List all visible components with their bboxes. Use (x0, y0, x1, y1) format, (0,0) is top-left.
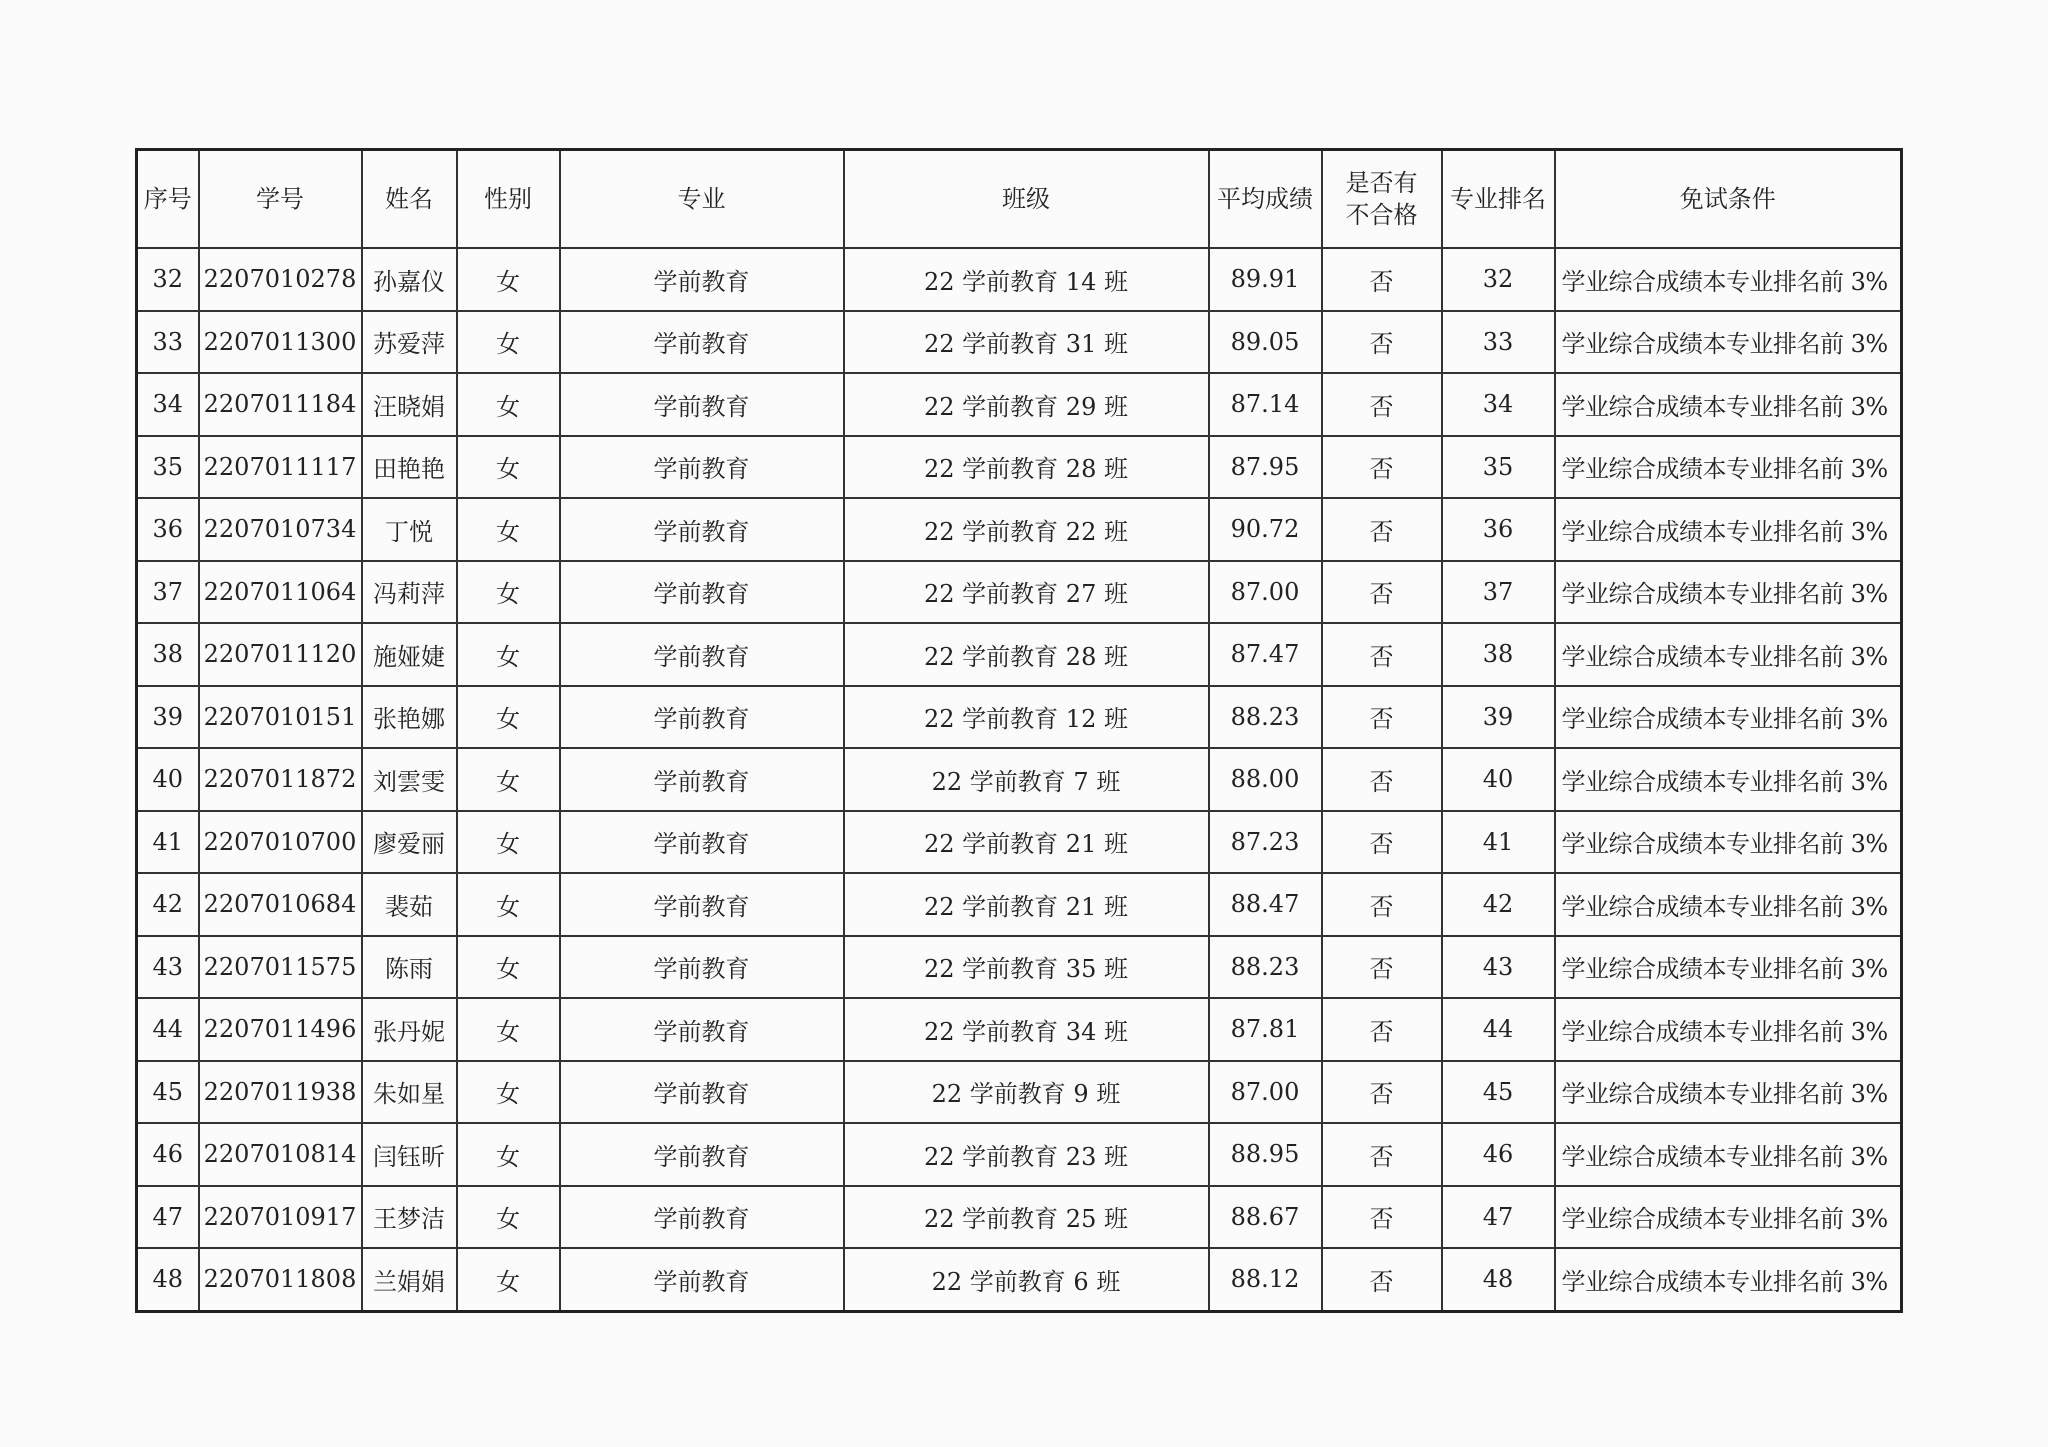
cell-average-score: 88.23 (1209, 936, 1322, 999)
cell-major-rank: 34 (1442, 373, 1555, 436)
cell-major-rank: 32 (1442, 248, 1555, 311)
cell-major-rank: 46 (1442, 1123, 1555, 1186)
cell-name: 冯莉萍 (362, 561, 457, 624)
cell-exemption-condition: 学业综合成绩本专业排名前 3% (1555, 1248, 1902, 1311)
header-major: 专业 (560, 150, 844, 249)
cell-major: 学前教育 (560, 1248, 844, 1311)
cell-class: 22 学前教育 6 班 (844, 1248, 1209, 1311)
cell-student-id: 2207011496 (199, 998, 362, 1061)
table-row (137, 248, 1902, 311)
cell-average-score: 88.12 (1209, 1248, 1322, 1311)
cell-name: 裴茹 (362, 873, 457, 936)
cell-gender: 女 (457, 373, 560, 436)
cell-gender: 女 (457, 436, 560, 499)
cell-average-score: 87.95 (1209, 436, 1322, 499)
header-index: 序号 (137, 150, 199, 249)
header-student-id: 学号 (199, 150, 362, 249)
cell-student-id: 2207010917 (199, 1186, 362, 1249)
cell-index: 41 (137, 811, 199, 874)
cell-major: 学前教育 (560, 998, 844, 1061)
cell-major: 学前教育 (560, 373, 844, 436)
table-row (137, 1061, 1902, 1124)
cell-has-failed: 否 (1322, 498, 1442, 561)
cell-major: 学前教育 (560, 1061, 844, 1124)
cell-student-id: 2207011575 (199, 936, 362, 999)
cell-student-id: 2207011938 (199, 1061, 362, 1124)
cell-exemption-condition: 学业综合成绩本专业排名前 3% (1555, 436, 1902, 499)
cell-gender: 女 (457, 686, 560, 749)
cell-average-score: 88.47 (1209, 873, 1322, 936)
cell-class: 22 学前教育 31 班 (844, 311, 1209, 374)
cell-student-id: 2207011120 (199, 623, 362, 686)
header-has-failed (1322, 150, 1442, 249)
cell-index: 43 (137, 936, 199, 999)
cell-exemption-condition: 学业综合成绩本专业排名前 3% (1555, 311, 1902, 374)
cell-student-id: 2207010278 (199, 248, 362, 311)
cell-gender: 女 (457, 1061, 560, 1124)
cell-average-score: 88.00 (1209, 748, 1322, 811)
cell-gender: 女 (457, 873, 560, 936)
table-header-row (137, 150, 1902, 249)
cell-has-failed: 否 (1322, 373, 1442, 436)
cell-major: 学前教育 (560, 686, 844, 749)
cell-exemption-condition: 学业综合成绩本专业排名前 3% (1555, 936, 1902, 999)
cell-major-rank: 45 (1442, 1061, 1555, 1124)
cell-has-failed: 否 (1322, 936, 1442, 999)
cell-class: 22 学前教育 23 班 (844, 1123, 1209, 1186)
header-major-rank: 专业排名 (1442, 150, 1555, 249)
cell-student-id: 2207011872 (199, 748, 362, 811)
cell-exemption-condition: 学业综合成绩本专业排名前 3% (1555, 248, 1902, 311)
cell-name: 刘雲雯 (362, 748, 457, 811)
cell-name: 孙嘉仪 (362, 248, 457, 311)
cell-gender: 女 (457, 1248, 560, 1311)
cell-gender: 女 (457, 311, 560, 374)
cell-has-failed: 否 (1322, 1248, 1442, 1311)
cell-gender: 女 (457, 1186, 560, 1249)
cell-average-score: 87.23 (1209, 811, 1322, 874)
table-row (137, 1186, 1902, 1249)
cell-average-score: 89.05 (1209, 311, 1322, 374)
cell-has-failed: 否 (1322, 1061, 1442, 1124)
cell-name: 汪晓娟 (362, 373, 457, 436)
cell-major-rank: 41 (1442, 811, 1555, 874)
cell-index: 39 (137, 686, 199, 749)
cell-name: 施娅婕 (362, 623, 457, 686)
cell-has-failed: 否 (1322, 623, 1442, 686)
cell-name: 丁悦 (362, 498, 457, 561)
cell-exemption-condition: 学业综合成绩本专业排名前 3% (1555, 873, 1902, 936)
cell-major: 学前教育 (560, 1123, 844, 1186)
cell-major-rank: 38 (1442, 623, 1555, 686)
table-row (137, 498, 1902, 561)
cell-has-failed: 否 (1322, 748, 1442, 811)
cell-student-id: 2207010700 (199, 811, 362, 874)
cell-name: 苏爱萍 (362, 311, 457, 374)
cell-major-rank: 35 (1442, 436, 1555, 499)
cell-index: 48 (137, 1248, 199, 1311)
cell-exemption-condition: 学业综合成绩本专业排名前 3% (1555, 748, 1902, 811)
cell-has-failed: 否 (1322, 436, 1442, 499)
cell-class: 22 学前教育 34 班 (844, 998, 1209, 1061)
cell-has-failed: 否 (1322, 873, 1442, 936)
cell-major-rank: 39 (1442, 686, 1555, 749)
cell-exemption-condition: 学业综合成绩本专业排名前 3% (1555, 1123, 1902, 1186)
cell-gender: 女 (457, 561, 560, 624)
cell-gender: 女 (457, 1123, 560, 1186)
header-has-failed-label: 是否有不合格 (1345, 169, 1418, 229)
table-row (137, 311, 1902, 374)
cell-class: 22 学前教育 28 班 (844, 436, 1209, 499)
cell-average-score: 87.00 (1209, 561, 1322, 624)
cell-student-id: 2207011184 (199, 373, 362, 436)
cell-average-score: 87.00 (1209, 1061, 1322, 1124)
cell-student-id: 2207010684 (199, 873, 362, 936)
cell-class: 22 学前教育 28 班 (844, 623, 1209, 686)
cell-gender: 女 (457, 248, 560, 311)
cell-class: 22 学前教育 14 班 (844, 248, 1209, 311)
cell-class: 22 学前教育 12 班 (844, 686, 1209, 749)
table-row (137, 436, 1902, 499)
cell-exemption-condition: 学业综合成绩本专业排名前 3% (1555, 1061, 1902, 1124)
cell-index: 45 (137, 1061, 199, 1124)
header-name: 姓名 (362, 150, 457, 249)
table-body (137, 248, 1902, 1311)
cell-major-rank: 47 (1442, 1186, 1555, 1249)
cell-name: 田艳艳 (362, 436, 457, 499)
cell-gender: 女 (457, 498, 560, 561)
header-class: 班级 (844, 150, 1209, 249)
cell-has-failed: 否 (1322, 248, 1442, 311)
cell-name: 兰娟娟 (362, 1248, 457, 1311)
cell-class: 22 学前教育 21 班 (844, 873, 1209, 936)
cell-major-rank: 36 (1442, 498, 1555, 561)
cell-index: 35 (137, 436, 199, 499)
cell-index: 46 (137, 1123, 199, 1186)
table-row (137, 998, 1902, 1061)
cell-exemption-condition: 学业综合成绩本专业排名前 3% (1555, 561, 1902, 624)
cell-name: 朱如星 (362, 1061, 457, 1124)
cell-average-score: 88.95 (1209, 1123, 1322, 1186)
cell-major: 学前教育 (560, 311, 844, 374)
cell-student-id: 2207010814 (199, 1123, 362, 1186)
cell-index: 32 (137, 248, 199, 311)
cell-exemption-condition: 学业综合成绩本专业排名前 3% (1555, 373, 1902, 436)
cell-name: 陈雨 (362, 936, 457, 999)
cell-average-score: 88.67 (1209, 1186, 1322, 1249)
cell-has-failed: 否 (1322, 686, 1442, 749)
cell-name: 闫钰昕 (362, 1123, 457, 1186)
exemption-list-table (135, 148, 1903, 1313)
cell-exemption-condition: 学业综合成绩本专业排名前 3% (1555, 686, 1902, 749)
cell-major-rank: 37 (1442, 561, 1555, 624)
cell-exemption-condition: 学业综合成绩本专业排名前 3% (1555, 498, 1902, 561)
cell-major: 学前教育 (560, 498, 844, 561)
cell-name: 张艳娜 (362, 686, 457, 749)
cell-student-id: 2207011808 (199, 1248, 362, 1311)
cell-major: 学前教育 (560, 811, 844, 874)
cell-major: 学前教育 (560, 936, 844, 999)
cell-average-score: 89.91 (1209, 248, 1322, 311)
header-exemption-condition: 免试条件 (1555, 150, 1902, 249)
cell-major: 学前教育 (560, 561, 844, 624)
table-row (137, 561, 1902, 624)
cell-index: 44 (137, 998, 199, 1061)
cell-index: 36 (137, 498, 199, 561)
cell-average-score: 90.72 (1209, 498, 1322, 561)
cell-major: 学前教育 (560, 436, 844, 499)
cell-index: 40 (137, 748, 199, 811)
cell-average-score: 87.81 (1209, 998, 1322, 1061)
cell-index: 37 (137, 561, 199, 624)
header-average-score: 平均成绩 (1209, 150, 1322, 249)
cell-student-id: 2207011064 (199, 561, 362, 624)
cell-has-failed: 否 (1322, 1123, 1442, 1186)
cell-gender: 女 (457, 998, 560, 1061)
cell-index: 33 (137, 311, 199, 374)
cell-class: 22 学前教育 9 班 (844, 1061, 1209, 1124)
cell-class: 22 学前教育 21 班 (844, 811, 1209, 874)
cell-name: 张丹妮 (362, 998, 457, 1061)
cell-name: 廖爱丽 (362, 811, 457, 874)
cell-student-id: 2207010734 (199, 498, 362, 561)
header-gender: 性别 (457, 150, 560, 249)
cell-has-failed: 否 (1322, 998, 1442, 1061)
cell-gender: 女 (457, 748, 560, 811)
cell-gender: 女 (457, 936, 560, 999)
cell-major: 学前教育 (560, 1186, 844, 1249)
cell-major: 学前教育 (560, 873, 844, 936)
table-row (137, 1123, 1902, 1186)
cell-index: 38 (137, 623, 199, 686)
cell-class: 22 学前教育 25 班 (844, 1186, 1209, 1249)
cell-exemption-condition: 学业综合成绩本专业排名前 3% (1555, 623, 1902, 686)
cell-class: 22 学前教育 35 班 (844, 936, 1209, 999)
cell-average-score: 87.47 (1209, 623, 1322, 686)
cell-exemption-condition: 学业综合成绩本专业排名前 3% (1555, 998, 1902, 1061)
cell-major-rank: 33 (1442, 311, 1555, 374)
cell-average-score: 88.23 (1209, 686, 1322, 749)
cell-major: 学前教育 (560, 248, 844, 311)
table-row (137, 936, 1902, 999)
cell-index: 42 (137, 873, 199, 936)
table-row (137, 811, 1902, 874)
cell-major-rank: 40 (1442, 748, 1555, 811)
table-row (137, 623, 1902, 686)
cell-major-rank: 42 (1442, 873, 1555, 936)
table-row (137, 873, 1902, 936)
cell-has-failed: 否 (1322, 1186, 1442, 1249)
cell-exemption-condition: 学业综合成绩本专业排名前 3% (1555, 1186, 1902, 1249)
table-row (137, 1248, 1902, 1311)
cell-index: 47 (137, 1186, 199, 1249)
cell-average-score: 87.14 (1209, 373, 1322, 436)
cell-student-id: 2207010151 (199, 686, 362, 749)
cell-name: 王梦洁 (362, 1186, 457, 1249)
cell-major-rank: 44 (1442, 998, 1555, 1061)
cell-gender: 女 (457, 811, 560, 874)
cell-has-failed: 否 (1322, 561, 1442, 624)
table-row (137, 686, 1902, 749)
cell-major-rank: 43 (1442, 936, 1555, 999)
cell-class: 22 学前教育 22 班 (844, 498, 1209, 561)
score-table-sheet (135, 148, 1900, 1313)
cell-exemption-condition: 学业综合成绩本专业排名前 3% (1555, 811, 1902, 874)
table-row (137, 748, 1902, 811)
cell-has-failed: 否 (1322, 311, 1442, 374)
table-row (137, 373, 1902, 436)
cell-student-id: 2207011117 (199, 436, 362, 499)
cell-major-rank: 48 (1442, 1248, 1555, 1311)
cell-major: 学前教育 (560, 748, 844, 811)
cell-major: 学前教育 (560, 623, 844, 686)
cell-class: 22 学前教育 29 班 (844, 373, 1209, 436)
cell-has-failed: 否 (1322, 811, 1442, 874)
cell-class: 22 学前教育 27 班 (844, 561, 1209, 624)
cell-student-id: 2207011300 (199, 311, 362, 374)
cell-index: 34 (137, 373, 199, 436)
cell-class: 22 学前教育 7 班 (844, 748, 1209, 811)
cell-gender: 女 (457, 623, 560, 686)
